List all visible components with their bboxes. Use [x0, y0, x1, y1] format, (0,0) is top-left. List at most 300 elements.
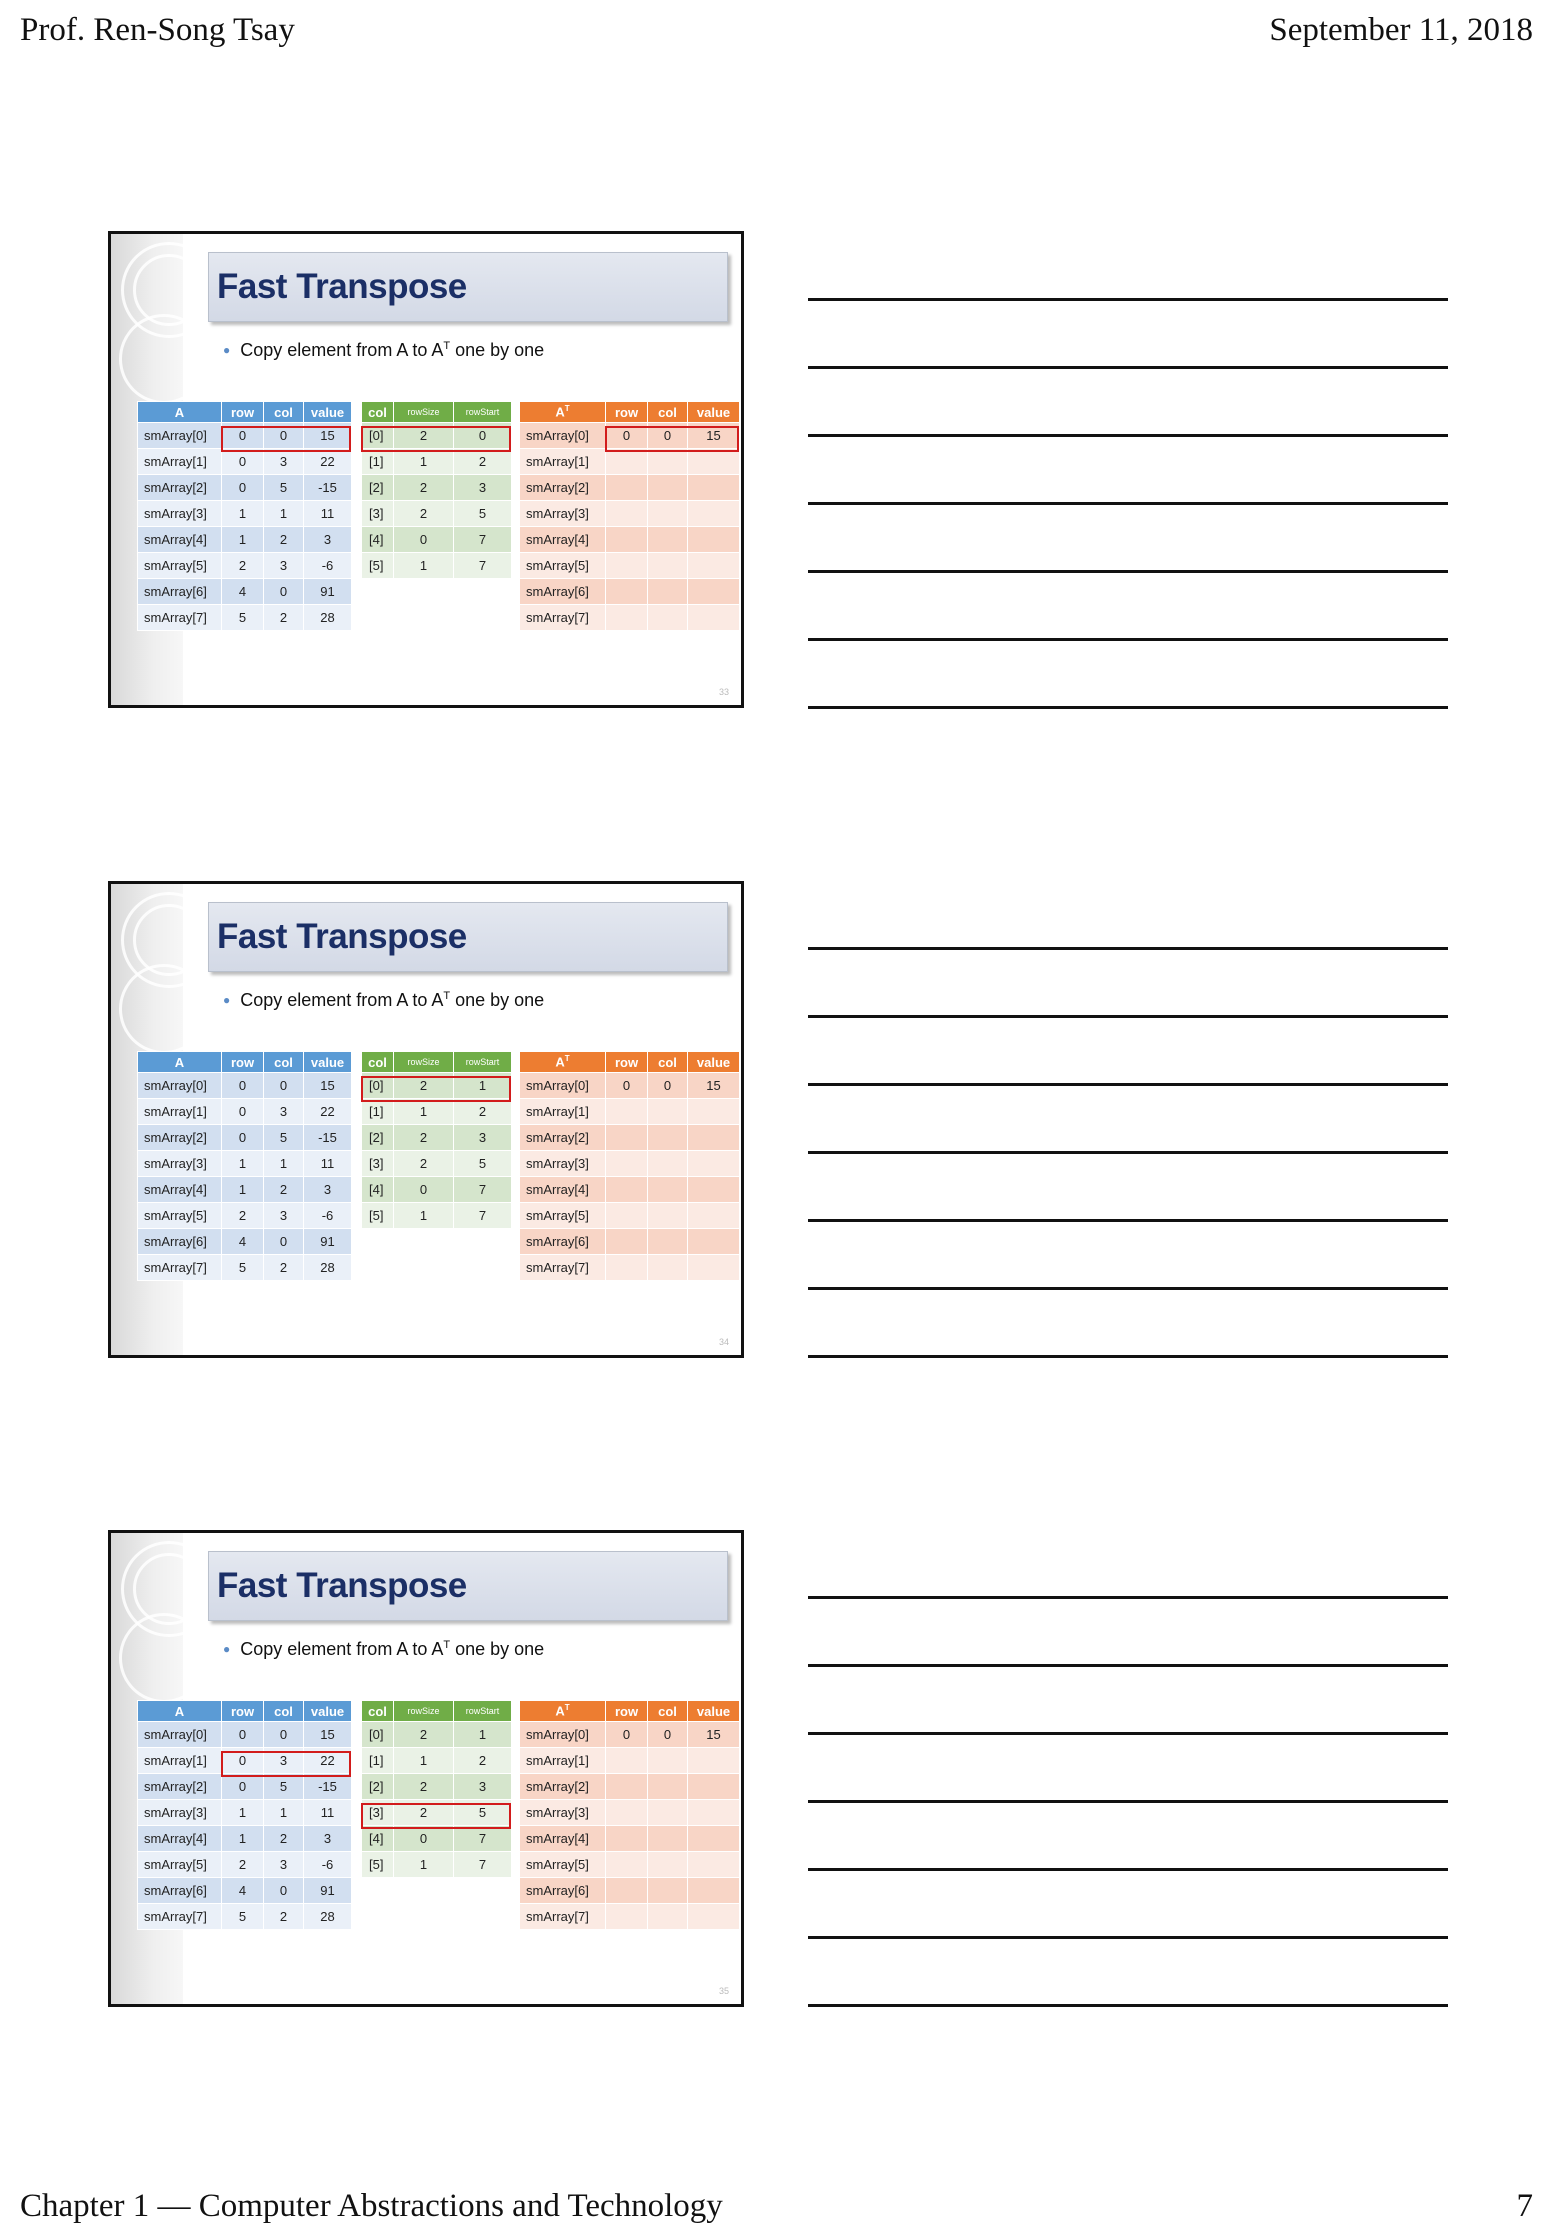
table-row: [520, 475, 740, 501]
table-cell: [606, 1852, 648, 1878]
table-row: [138, 1748, 352, 1774]
note-line: [808, 1151, 1448, 1154]
table-row-label: smArray[2]: [138, 1774, 222, 1800]
table-cell: [606, 1255, 648, 1281]
table-cell: [606, 1826, 648, 1852]
table-row-label: smArray[7]: [138, 605, 222, 631]
note-line: [808, 1664, 1448, 1667]
table-cell: 3: [304, 1826, 352, 1852]
note-line: [808, 298, 1448, 301]
table-cell: 0: [264, 1722, 304, 1748]
table-at-header-col: col: [648, 1052, 688, 1073]
table-row: [362, 449, 512, 475]
table-cell: 22: [304, 1748, 352, 1774]
table-cell: [688, 1125, 740, 1151]
table-cell: 3: [264, 1852, 304, 1878]
table-cell: [606, 1878, 648, 1904]
table-cell: 15: [304, 1722, 352, 1748]
table-row: [362, 1073, 512, 1099]
table-cell: 5: [222, 1255, 264, 1281]
page-footer-chapter: Chapter 1 — Computer Abstractions and Technology: [20, 2188, 723, 2224]
table-cell: 1: [222, 1177, 264, 1203]
table-cell: [688, 579, 740, 605]
table-cell: [606, 475, 648, 501]
table-cell: 0: [648, 1722, 688, 1748]
table-row-label: smArray[4]: [138, 1177, 222, 1203]
table-row-label: smArray[6]: [520, 1878, 606, 1904]
bullet-icon: ●: [223, 993, 231, 1007]
table-row: [362, 475, 512, 501]
table-cell: 1: [394, 1203, 454, 1229]
table-cell: [606, 605, 648, 631]
table-cell: 3: [304, 1177, 352, 1203]
table-row: [138, 579, 352, 605]
table-a-transpose: [519, 1051, 740, 1281]
table-cell: 15: [304, 1073, 352, 1099]
table-row: [362, 1774, 512, 1800]
table-row-label: [0]: [362, 423, 394, 449]
table-cell: [648, 1826, 688, 1852]
table-cell: 1: [454, 1722, 512, 1748]
note-line: [808, 1936, 1448, 1939]
table-cell: 2: [264, 1255, 304, 1281]
table-cell: [606, 1203, 648, 1229]
table-row-label: [2]: [362, 475, 394, 501]
bullet-text: Copy element from A to A: [240, 340, 444, 360]
table-cell: 0: [222, 449, 264, 475]
table-cell: [648, 501, 688, 527]
table-row: [520, 1229, 740, 1255]
table-cell: 4: [222, 1878, 264, 1904]
table-row: [520, 1774, 740, 1800]
table-cell: [688, 1852, 740, 1878]
slide-bullet: [223, 990, 544, 1011]
table-row: [138, 605, 352, 631]
table-cell: 91: [304, 1229, 352, 1255]
table-cell: [688, 449, 740, 475]
table-cell: 1: [264, 1151, 304, 1177]
table-cell: 11: [304, 501, 352, 527]
table-row-label: smArray[1]: [520, 1099, 606, 1125]
table-a-header-col: col: [264, 1052, 304, 1073]
table-row-label: [2]: [362, 1125, 394, 1151]
table-cell: 2: [264, 527, 304, 553]
table-row-label: smArray[7]: [138, 1255, 222, 1281]
table-cell: 0: [606, 1073, 648, 1099]
table-cell: 1: [222, 527, 264, 553]
slide-33: [108, 231, 744, 708]
table-cell: 7: [454, 553, 512, 579]
table-row-label: smArray[3]: [520, 1151, 606, 1177]
table-cell: [648, 605, 688, 631]
table-cell: [648, 1878, 688, 1904]
table-cell: 4: [222, 579, 264, 605]
slide-number: 33: [718, 687, 729, 697]
table-a-header-col: col: [264, 1701, 304, 1722]
bullet-icon: ●: [223, 343, 231, 357]
table-cell: 0: [606, 1722, 648, 1748]
table-row-label: smArray[7]: [138, 1904, 222, 1930]
bullet-text-end: one by one: [450, 340, 545, 360]
table-cell: 5: [454, 1151, 512, 1177]
table-cell: 2: [264, 1904, 304, 1930]
table-at-header-value: value: [688, 1701, 740, 1722]
table-cell: 0: [264, 1073, 304, 1099]
table-cell: -6: [304, 553, 352, 579]
table-row-label: smArray[7]: [520, 1255, 606, 1281]
table-at-header-row: row: [606, 1052, 648, 1073]
table-row-label: smArray[6]: [138, 1878, 222, 1904]
table-row-label: [4]: [362, 1177, 394, 1203]
table-cell: [606, 501, 648, 527]
table-cell: 1: [222, 501, 264, 527]
table-cell: 0: [264, 1878, 304, 1904]
table-row-label: smArray[5]: [520, 1852, 606, 1878]
table-cell: 2: [264, 1826, 304, 1852]
table-row-label: smArray[0]: [138, 423, 222, 449]
note-line: [808, 434, 1448, 437]
note-line: [808, 1083, 1448, 1086]
table-cell: 0: [394, 1826, 454, 1852]
table-cell: [606, 527, 648, 553]
table-cell: 0: [222, 1099, 264, 1125]
table-cell: 7: [454, 1826, 512, 1852]
table-cell: 3: [454, 1774, 512, 1800]
table-a: [137, 1700, 352, 1930]
table-row-info-header-rowstart: rowStart: [454, 1701, 512, 1722]
table-cell: 0: [606, 423, 648, 449]
table-cell: 28: [304, 1255, 352, 1281]
table-cell: -15: [304, 1774, 352, 1800]
slide-title-box: [208, 1551, 728, 1621]
table-cell: 0: [222, 1073, 264, 1099]
table-row: [138, 1722, 352, 1748]
table-cell: [648, 1255, 688, 1281]
table-row-label: smArray[3]: [520, 1800, 606, 1826]
table-cell: 3: [264, 1748, 304, 1774]
table-row: [138, 1125, 352, 1151]
table-a-header-row: row: [222, 1052, 264, 1073]
table-row: [138, 527, 352, 553]
table-row-info-header-rowsize: rowSize: [394, 1052, 454, 1073]
table-row-label: smArray[4]: [520, 1826, 606, 1852]
table-row-label: [0]: [362, 1073, 394, 1099]
table-cell: [648, 527, 688, 553]
table-row: [520, 1878, 740, 1904]
table-row: [362, 1125, 512, 1151]
note-line: [808, 1596, 1448, 1599]
table-cell: [606, 1229, 648, 1255]
table-row-info-header-rowsize: rowSize: [394, 402, 454, 423]
table-row: [362, 1203, 512, 1229]
table-row: [520, 1177, 740, 1203]
table-at-header-name: $A^T$: [520, 402, 606, 423]
table-row-label: [5]: [362, 553, 394, 579]
note-line: [808, 570, 1448, 573]
table-row: [520, 501, 740, 527]
table-cell: -6: [304, 1852, 352, 1878]
table-row-info: [361, 1051, 512, 1229]
table-row-label: smArray[1]: [138, 1748, 222, 1774]
table-cell: [648, 449, 688, 475]
page-header-date: September 11, 2018: [1269, 12, 1533, 48]
table-row-info-header-col: col: [362, 402, 394, 423]
table-row-label: smArray[0]: [520, 1722, 606, 1748]
slide-title-box: [208, 252, 728, 322]
table-row: [138, 1099, 352, 1125]
table-cell: 0: [394, 1177, 454, 1203]
table-at-header-name: $A^T$: [520, 1701, 606, 1722]
table-row: [138, 1151, 352, 1177]
table-cell: 2: [394, 1125, 454, 1151]
bullet-text: Copy element from A to A: [240, 1639, 444, 1659]
table-cell: 3: [304, 527, 352, 553]
table-at-header-value: value: [688, 1052, 740, 1073]
table-cell: 2: [394, 1073, 454, 1099]
table-a-header-name: A: [138, 1701, 222, 1722]
table-cell: 0: [222, 1774, 264, 1800]
table-cell: [648, 1852, 688, 1878]
table-cell: 5: [264, 1774, 304, 1800]
table-cell: -15: [304, 1125, 352, 1151]
table-cell: 2: [454, 1099, 512, 1125]
table-cell: [606, 449, 648, 475]
table-at-header-row: row: [606, 1701, 648, 1722]
table-row: [362, 423, 512, 449]
table-cell: [606, 1748, 648, 1774]
table-cell: 2: [394, 501, 454, 527]
table-cell: [688, 527, 740, 553]
table-row: [138, 1229, 352, 1255]
table-cell: 3: [264, 1099, 304, 1125]
slide-34: [108, 881, 744, 1358]
table-row-label: smArray[3]: [138, 1151, 222, 1177]
table-row-label: smArray[0]: [138, 1073, 222, 1099]
table-row-label: [5]: [362, 1852, 394, 1878]
table-cell: [688, 605, 740, 631]
table-row: [362, 1748, 512, 1774]
table-cell: 28: [304, 1904, 352, 1930]
table-row-label: [3]: [362, 501, 394, 527]
table-row: [520, 527, 740, 553]
table-cell: 0: [222, 423, 264, 449]
table-cell: [648, 475, 688, 501]
table-row: [138, 1177, 352, 1203]
table-cell: 1: [222, 1151, 264, 1177]
table-a-transpose: [519, 1700, 740, 1930]
table-row-label: smArray[5]: [520, 553, 606, 579]
table-cell: [688, 1748, 740, 1774]
table-row: [138, 1878, 352, 1904]
table-cell: 15: [688, 423, 740, 449]
table-row-label: smArray[6]: [138, 579, 222, 605]
table-cell: 28: [304, 605, 352, 631]
table-row: [520, 1722, 740, 1748]
slide-number: 35: [718, 1986, 729, 1996]
table-row: [520, 1748, 740, 1774]
note-line: [808, 638, 1448, 641]
table-cell: [606, 1099, 648, 1125]
table-row-label: smArray[0]: [520, 423, 606, 449]
table-cell: 0: [222, 1722, 264, 1748]
table-cell: 2: [454, 449, 512, 475]
table-cell: 15: [688, 1722, 740, 1748]
table-row-label: smArray[7]: [520, 1904, 606, 1930]
table-row-label: smArray[2]: [520, 1774, 606, 1800]
table-cell: 5: [264, 475, 304, 501]
note-line: [808, 1800, 1448, 1803]
table-row-label: smArray[6]: [520, 1229, 606, 1255]
table-row: [362, 1826, 512, 1852]
table-row-label: [3]: [362, 1151, 394, 1177]
table-row-label: [0]: [362, 1722, 394, 1748]
table-row: [362, 1151, 512, 1177]
table-row-label: [3]: [362, 1800, 394, 1826]
table-cell: 5: [222, 605, 264, 631]
table-a-header-row: row: [222, 1701, 264, 1722]
table-cell: [648, 553, 688, 579]
table-row: [520, 1826, 740, 1852]
table-cell: [688, 1904, 740, 1930]
table-cell: 3: [264, 449, 304, 475]
table-cell: [688, 475, 740, 501]
table-row: [520, 1800, 740, 1826]
bullet-superscript: T: [443, 1639, 451, 1651]
table-row-label: smArray[1]: [520, 1748, 606, 1774]
table-row-info-header-col: col: [362, 1052, 394, 1073]
table-row-label: smArray[4]: [520, 527, 606, 553]
table-row-label: smArray[3]: [520, 501, 606, 527]
table-cell: 1: [222, 1826, 264, 1852]
note-line: [808, 947, 1448, 950]
table-row-label: [1]: [362, 449, 394, 475]
table-cell: 7: [454, 527, 512, 553]
table-cell: 3: [454, 475, 512, 501]
table-row: [520, 1073, 740, 1099]
table-row-label: smArray[3]: [138, 1800, 222, 1826]
table-row: [520, 1852, 740, 1878]
table-row-info-header-rowsize: rowSize: [394, 1701, 454, 1722]
table-a-header-value: value: [304, 402, 352, 423]
table-cell: 11: [304, 1800, 352, 1826]
table-at-header-name: $A^T$: [520, 1052, 606, 1073]
table-row-info-header-col: col: [362, 1701, 394, 1722]
table-cell: 4: [222, 1229, 264, 1255]
table-row-label: [5]: [362, 1203, 394, 1229]
table-row-label: [1]: [362, 1748, 394, 1774]
table-row: [138, 1826, 352, 1852]
table-row-label: smArray[5]: [138, 1203, 222, 1229]
table-cell: 1: [394, 449, 454, 475]
table-cell: [688, 1255, 740, 1281]
table-cell: [688, 1099, 740, 1125]
table-cell: 3: [454, 1125, 512, 1151]
table-cell: 1: [264, 501, 304, 527]
table-cell: 2: [394, 1151, 454, 1177]
table-cell: [648, 1151, 688, 1177]
table-row-label: smArray[7]: [520, 605, 606, 631]
slide-number: 34: [718, 1337, 729, 1347]
table-cell: [688, 553, 740, 579]
table-cell: 15: [304, 423, 352, 449]
table-cell: 1: [454, 1073, 512, 1099]
table-cell: [648, 1774, 688, 1800]
table-cell: [648, 579, 688, 605]
table-cell: 2: [222, 553, 264, 579]
bullet-superscript: T: [443, 340, 451, 352]
table-row-label: [2]: [362, 1774, 394, 1800]
table-row: [138, 1904, 352, 1930]
table-a-header-col: col: [264, 402, 304, 423]
table-cell: [606, 553, 648, 579]
table-cell: 0: [648, 1073, 688, 1099]
table-row: [138, 423, 352, 449]
table-cell: 0: [264, 1229, 304, 1255]
note-line: [808, 1355, 1448, 1358]
bullet-text-end: one by one: [450, 1639, 545, 1659]
table-at-header-col: col: [648, 402, 688, 423]
table-cell: -6: [304, 1203, 352, 1229]
table-cell: 1: [394, 553, 454, 579]
table-row: [138, 501, 352, 527]
table-cell: 0: [222, 1748, 264, 1774]
table-row: [520, 1099, 740, 1125]
table-row-label: smArray[6]: [520, 579, 606, 605]
table-row: [138, 1073, 352, 1099]
table-cell: [606, 1800, 648, 1826]
table-cell: 1: [222, 1800, 264, 1826]
table-cell: 91: [304, 579, 352, 605]
table-cell: 3: [264, 1203, 304, 1229]
slide-bullet: [223, 1639, 544, 1660]
table-cell: 0: [394, 527, 454, 553]
table-row: [520, 579, 740, 605]
slide-title-box: [208, 902, 728, 972]
table-a-header-value: value: [304, 1701, 352, 1722]
table-row-info-header-rowstart: rowStart: [454, 402, 512, 423]
table-cell: 15: [688, 1073, 740, 1099]
slide-35: [108, 1530, 744, 2007]
table-cell: [606, 1904, 648, 1930]
table-row-label: smArray[4]: [138, 527, 222, 553]
table-a-header-value: value: [304, 1052, 352, 1073]
table-row: [138, 1255, 352, 1281]
table-cell: 2: [394, 423, 454, 449]
table-a: [137, 1051, 352, 1281]
table-row: [362, 1852, 512, 1878]
table-row-info: [361, 1700, 512, 1878]
table-row: [138, 1203, 352, 1229]
table-cell: 22: [304, 449, 352, 475]
table-cell: 5: [454, 501, 512, 527]
note-line: [808, 1732, 1448, 1735]
table-cell: [606, 1177, 648, 1203]
table-row-info: [361, 401, 512, 579]
page-header-author: Prof. Ren-Song Tsay: [20, 12, 295, 48]
bullet-icon: ●: [223, 1642, 231, 1656]
table-row-label: smArray[1]: [138, 1099, 222, 1125]
table-cell: 3: [264, 553, 304, 579]
table-a-transpose: [519, 401, 740, 631]
table-cell: [688, 1203, 740, 1229]
table-row-label: smArray[4]: [520, 1177, 606, 1203]
note-line: [808, 1219, 1448, 1222]
table-cell: 0: [264, 423, 304, 449]
table-cell: 11: [304, 1151, 352, 1177]
table-row-label: [4]: [362, 527, 394, 553]
table-cell: 1: [394, 1748, 454, 1774]
table-at-header-row: row: [606, 402, 648, 423]
